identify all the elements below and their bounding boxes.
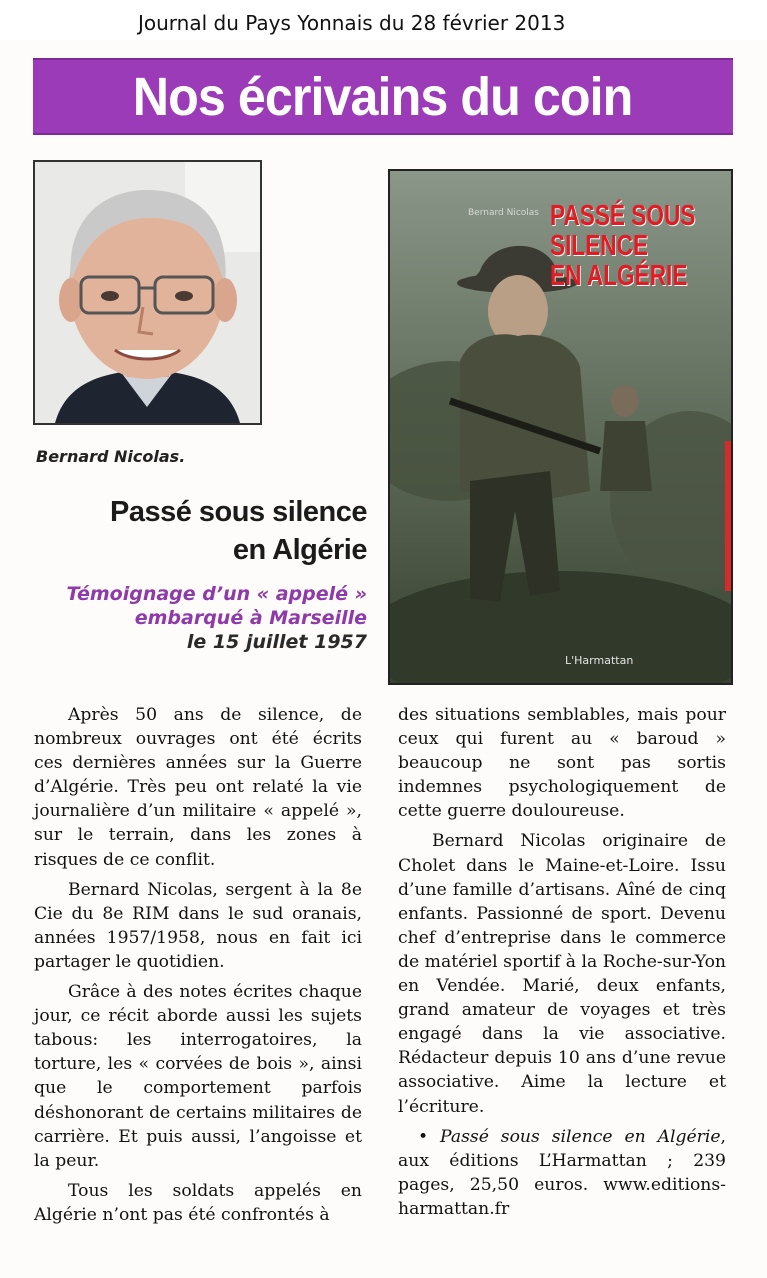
book-title-line-3: EN ALGÉRIE	[550, 260, 688, 292]
book-cover	[388, 169, 733, 685]
author-photo	[33, 160, 262, 425]
article-column-left	[34, 703, 362, 1233]
source-header	[0, 0, 767, 40]
subheadline-line-2: embarqué à Marseille	[134, 607, 367, 629]
book-reference	[398, 1125, 726, 1221]
book-title-line-1: PASSÉ SOUS	[550, 200, 696, 232]
paragraph: Bernard Nicolas originaire de Cholet dans le Maine-et-Loire. Issu d’une famille d’artisans. Aîné de cinq enfants. Passionné de sport. Devenu chef d’entreprise dans le commerce de matériel sportif à la Roche-sur-Yon en Vendée. Marié, deux enfants, grand amateur de voyages et très engagé dans la vie associative. Rédacteur depuis 10 ans d’une revue associative. Aime la lecture et l’écriture.	[398, 831, 726, 1117]
paragraph: Bernard Nicolas, sergent à la 8e Cie du 8e RIM dans le sud oranais, années 1957/1958, nous en fait ici partager le quotidien.	[34, 879, 362, 972]
author-portrait-illustration	[35, 162, 260, 423]
bullet: •	[418, 1126, 429, 1147]
source-line: Journal du Pays Yonnais du 28 février 2013	[138, 11, 566, 35]
section-banner	[33, 58, 733, 135]
paragraph: Tous les soldats appelés en Algérie n’ont pas été confrontés à	[34, 1180, 362, 1225]
paragraph: Après 50 ans de silence, de nombreux ouvrages ont été écrits ces dernières années sur la Guerre d’Algérie. Très peu ont relaté la vie journalière d’un militaire « appelé », sur le terrain, dans les zones à risques de ce conflit.	[34, 705, 362, 870]
book-cover-author: Bernard Nicolas	[468, 208, 539, 218]
book-reference-title: Passé sous silence en Algérie	[440, 1126, 721, 1147]
book-cover-title	[550, 200, 696, 292]
book-reference-details: , aux éditions L’Harmattan ; 239 pages, 25,50 euros. www.editions-harmattan.fr	[398, 1126, 726, 1219]
article-headline	[27, 493, 367, 569]
photo-caption: Bernard Nicolas.	[36, 447, 186, 466]
headline-line-1: Passé sous silence	[110, 496, 367, 528]
section-title: Nos écrivains du coin	[133, 66, 633, 127]
article-column-right	[398, 703, 726, 1227]
subheadline-line-3: le 15 juillet 1957	[186, 631, 367, 653]
subheadline-line-1: Témoignage d’un « appelé »	[66, 583, 367, 605]
paragraph: des situations semblables, mais pour ceux qui furent au « baroud » beaucoup ne sont pas sortis indemnes psychologiquement de cette guerre douloureuse.	[398, 705, 726, 822]
book-cover-publisher: L'Harmattan	[565, 654, 634, 667]
headline-line-2: en Algérie	[232, 534, 367, 566]
paragraph: Grâce à des notes écrites chaque jour, ce récit aborde aussi les sujets tabous: les interrogatoires, la torture, les « corvées de bois », ainsi que le comportement parfois déshonorant de certains militaires de carrière. Et puis aussi, l’angoisse et la peur.	[34, 982, 362, 1171]
book-title-line-2: SILENCE	[550, 230, 649, 262]
article-subheadline	[22, 582, 367, 654]
